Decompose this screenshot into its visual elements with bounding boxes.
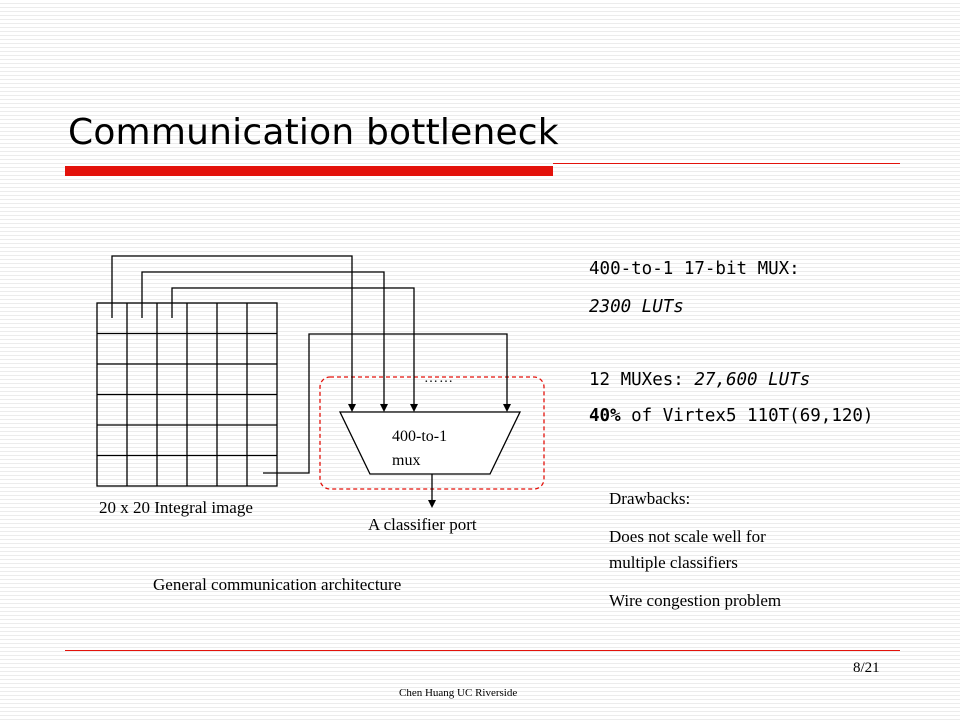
utilization-percent: 40% (589, 406, 621, 426)
mux-label-line1: 400-to-1 (392, 428, 448, 445)
footer-rule (65, 650, 900, 651)
slide-title: Communication bottleneck (68, 112, 559, 153)
port-label: A classifier port (368, 515, 477, 534)
utilization-line (589, 406, 873, 426)
mux-luts: 2300 LUTs (589, 297, 684, 317)
diagram-caption: General communication architecture (153, 575, 402, 594)
mux-count-line (589, 370, 810, 390)
mux-count-luts: 27,600 LUTs (694, 370, 811, 390)
footer-author: Chen Huang UC Riverside (399, 687, 518, 699)
mux-label-line2: mux (392, 452, 421, 469)
drawbacks-heading: Drawbacks: (609, 489, 691, 508)
drawback-item-1-line1: Does not scale well for (609, 527, 766, 546)
drawback-item-1-line2: multiple classifiers (609, 553, 738, 572)
mux-spec: 400-to-1 17-bit MUX: (589, 259, 800, 279)
drawback-item-2: Wire congestion problem (609, 591, 782, 610)
page-number: 8/21 (853, 660, 880, 676)
grid-label: 20 x 20 Integral image (99, 498, 253, 517)
mux-count-prefix: 12 MUXes: (589, 370, 695, 390)
utilization-suffix: of Virtex5 110T(69,120) (620, 406, 874, 426)
more-wires-ellipsis: …… (424, 371, 454, 386)
integral-image-grid (97, 303, 277, 486)
